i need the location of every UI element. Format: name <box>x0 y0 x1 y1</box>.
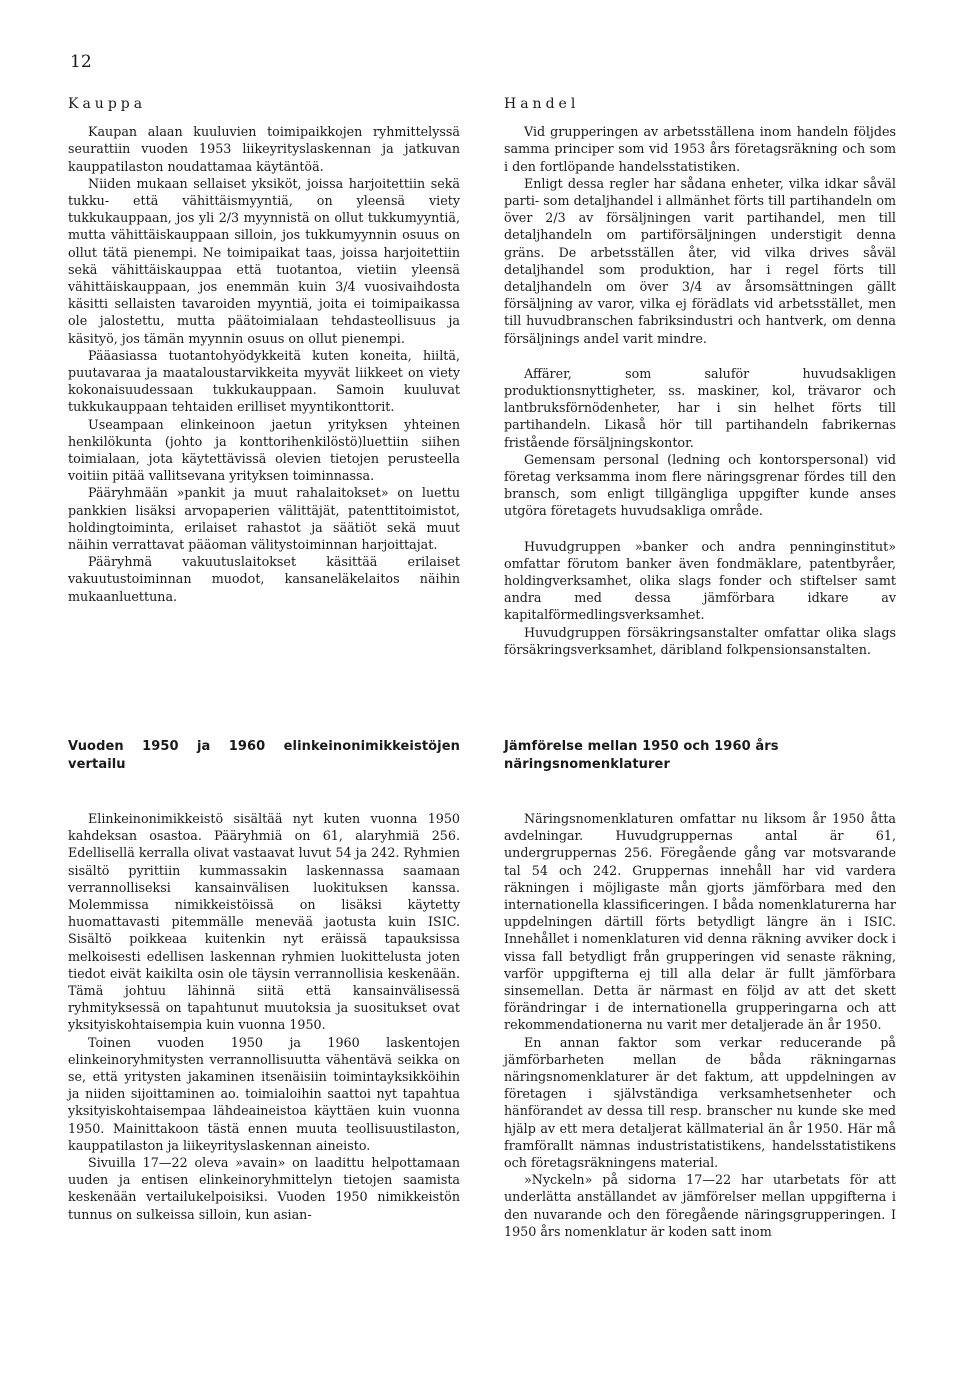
paragraph: Kaupan alaan kuuluvien toimipaikkojen ryhmittelyssä seurattiin vuoden 1953 liikeyrityslaskennan ja jatkuvan kauppatilaston noudattamaa käytäntöä. <box>68 124 460 174</box>
section-title-kauppa: Kauppa <box>68 96 147 112</box>
paragraph: Gemensam personal (ledning och kontorspersonal) vid företag verksamma inom flere näringsgrenar fördes till den bransch, som enligt tillgängliga uppgifter kunde anses utgöra företagets huvudsakliga område. <box>504 451 896 519</box>
paragraph: Huvudgruppen försäkringsanstalter omfattar olika slags försäkringsverksamhet, däribland folkpensionsanstalten. <box>504 624 896 657</box>
paragraph: En annan faktor som verkar reducerande på jämförbarheten mellan de båda räkningarnas näringsnomenklaturer är det faktum, att uppdelningen av företagen i självständiga verksamhetsenheter och hänförandet av dessa till resp. branscher nu kunde ske med hjälp av ett mera detaljerat källmaterial än år 1950. Här må framförallt nämnas industristatistikens, handelsstatistikens och företagsräkningens material. <box>504 1034 896 1171</box>
paragraph: Affärer, som saluför huvudsakligen produktionsnyttigheter, ss. maskiner, kol, trävaror och lantbruksförnödenheter, har i sin helhet förts till partihandeln. Likaså hör till partihandeln fabrikernas fristående försäljningskontor. <box>504 365 896 450</box>
paragraph: Huvudgruppen »banker och andra penninginstitut» omfattar förutom banker även fondmäklare, patentbyråer, holdingverksamhet, olika slags fonder och stiftelser samt andra med dessa jämförbara idkare av kapitalförmedlingsverksamhet. <box>504 538 896 623</box>
paragraph: »Nyckeln» på sidorna 17—22 har utarbetats för att underlätta anställandet av jämförelser mellan uppgifterna i den nuvarande och den föregående näringsgrupperingen. I 1950 års nomenklatur är koden satt inom <box>504 1172 896 1239</box>
paragraph: Enligt dessa regler har sådana enheter, vilka idkar såväl parti- som detaljhandel i allmänhet förts till partihandeln om över 2/3 av försäljningen varit partihandel, men till detaljhandeln om partiförsäljningen understigit denna gräns. De arbetsställen åter, vid vilka drives såväl detaljhandel som produktion, har i regel förts till detaljhandeln om över 3/4 av årsomsättningen gällt försäljning av varor, vilka ej förädlats vid arbetsstället, men till huvudbranschen fabriksindustri och hantverk, om denna försäljnings andel varit mindre. <box>504 175 896 346</box>
paragraph-gap <box>504 347 896 365</box>
paragraph: Niiden mukaan sellaiset yksiköt, joissa harjoitettiin sekä tukku- että vähittäismyyntiä, on yleensä viety tukkukauppaan, jos yli 2/3 myynnistä on ollut tukkumyyntiä, mutta vähittäiskauppaan silloin, jos tukkumyynnin osuus on ollut tätä pienempi. Ne toimipaikat taas, joissa harjoitettiin sekä vähittäiskauppaa että tuotantoa, vietiin yleensä vähittäiskauppaan, jos enemmän kuin 3/4 vuosivaihdosta käsitti sellaisten tavaroiden myyntiä, joita ei toimipaikassa ole jalostettu, mutta päätoimialaan tehdasteollisuus ja käsityö, jos tämän myynnin osuus on ollut pienempi. <box>68 175 460 346</box>
section-heading-jamforelse: Jämförelse mellan 1950 och 1960 års näringsnomenklaturer <box>504 739 779 772</box>
paragraph: Pääryhmään »pankit ja muut rahalaitokset» on luettu pankkien lisäksi arvopaperien välittäjät, patenttitoimistot, holdingtoiminta, erilaiset rahastot ja säätiöt sekä muut näihin verrattavat pääoman välitystoiminnan harjoittajat. <box>68 485 460 553</box>
paragraph: Toinen vuoden 1950 ja 1960 laskentojen elinkeinoryhmitysten verrannollisuutta vähentävä seikka on se, että yritysten jakaminen itsenäisiin toimintayksikköihin ja niiden sijoittaminen ao. toimialoihin saattoi nyt tapahtua yksityiskohtaisempaa lähdeaineistoa käyttäen kuin vuonna 1950. Mainittakoon tästä ennen muuta teollisuustilaston, kauppatilaston ja liikeyrityslaskennan aineisto. <box>68 1034 460 1153</box>
section-vertailu <box>68 738 460 1223</box>
section-handel <box>504 96 896 658</box>
paragraph: Pääasiassa tuotantohyödykkeitä kuten koneita, hiiltä, puutavaraa ja maataloustarvikkeita myyvät liikkeet on viety kokonaisuudessaan tukkukauppaan. Samoin kuuluvat tukkukauppaan tehtaiden erilliset myyntikonttorit. <box>68 347 460 415</box>
paragraph: Sivuilla 17—22 oleva »avain» on laadittu helpottamaan uuden ja entisen elinkeinoryhmittelyn tietojen saamista keskenään vertailukelpoisiksi. Vuoden 1950 nimikkeistön tunnus on sulkeissa silloin, kun asian- <box>68 1155 460 1222</box>
paragraph: Pääryhmä vakuutuslaitokset käsittää erilaiset vakuutustoiminnan muodot, kansaneläkelaitos näihin mukaanluettuna. <box>68 554 460 604</box>
paragraph-gap <box>504 520 896 538</box>
paragraph: Näringsnomenklaturen omfattar nu liksom år 1950 åtta avdelningar. Huvudgruppernas antal är 61, undergruppernas 256. Föregående gång var motsvarande tal 54 och 242. Gruppernas innehåll har vid vardera räkningen i möjligaste mån gjorts jämförbara med den internationella klassificeringen. I båda nomenklaturerna har uppdelningen därtill förts betydligt längre än i ISIC. Innehållet i nomenklaturen vid denna räkning avviker dock i vissa fall betydligt från grupperingen vid senaste räkning, varför uppgifterna ej till alla delar är fullt jämförbara sinsemellan. Detta är närmast en följd av att det skett förändringar i de internationella grupperingarna och att rekommendationerna nu varit mer detaljerade än år 1950. <box>504 811 896 1033</box>
paragraph: Vid grupperingen av arbetsställena inom handeln följdes samma principer som vid 1953 års företagsräkning och som i den fortlöpande handelsstatistiken. <box>504 124 896 174</box>
section-title-handel: Handel <box>504 96 580 112</box>
paragraph: Useampaan elinkeinoon jaetun yrityksen yhteinen henkilökunta (johto ja konttorihenkilöstö)luettiin siihen toimialaan, jota käytettävissä olevien tietojen perusteella voitiin pitää vallitsevana yrityksen toiminnassa. <box>68 416 460 484</box>
paragraph: Elinkeinonimikkeistö sisältää nyt kuten vuonna 1950 kahdeksan osastoa. Pääryhmiä on 61, alaryhmiä 256. Edellisellä kerralla olivat vastaavat luvut 54 ja 242. Ryhmien sisältö pyrittiin kummassakin laskennassa saamaan verrannolliseksi kansainvälisen luokituksen kanssa. Molemmissa nimikkeistöissä on lisäksi käytetty huomattavasti pitemmälle menevää jaotusta kuin ISIC. Sisältö poikkeaa kuitenkin nyt eräissä tapauksissa melkoisesti edellisen laskennan ryhmien luokittelusta joten tiedot eivät kaikilta osin ole täysin verrannollisia keskenään. Tämä johtuu lähinnä siitä että kansainvälisessä ryhmityksessä on tapahtunut muutoksia ja suositukset ovat yksityiskohtaisempia kuin vuonna 1950. <box>68 811 460 1033</box>
section-jamforelse <box>504 738 896 1240</box>
section-heading-vertailu: Vuoden 1950 ja 1960 elinkeinonimikkeistöjen vertailu <box>68 739 460 772</box>
page-number: 12 <box>70 52 92 72</box>
section-kauppa <box>68 96 460 605</box>
